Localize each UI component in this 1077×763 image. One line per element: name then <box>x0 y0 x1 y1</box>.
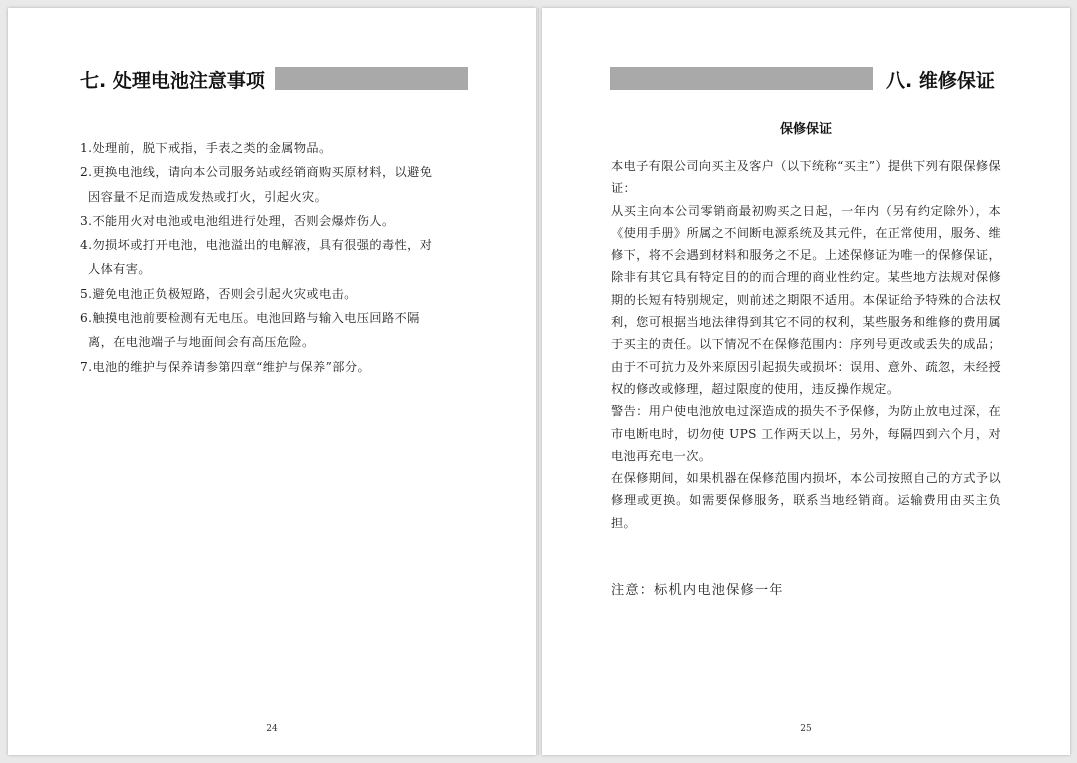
battery-warranty-note: 注意：标机内电池保修一年 <box>611 583 784 598</box>
heading-bar-left <box>275 67 468 90</box>
left-page <box>8 8 536 755</box>
list-item: 5.避免电池正负极短路，否则会引起火灾或电击。 <box>80 286 357 301</box>
section-7-heading: 七. 处理电池注意事项 <box>80 70 265 92</box>
list-item: 6.触摸电池前要检测有无电压。电池回路与输入电压回路不隔 离，在电池端子与地面间会有高压危险。 <box>80 311 420 350</box>
page-number-right: 25 <box>800 724 812 734</box>
page-gutter <box>538 8 539 755</box>
paragraph: 从买主向本公司零销商最初购买之日起，一年内（另有约定除外），本《使用手册》所属之不间断电源系统及其元件，在正常使用，服务、维修下，将不会遇到材料和服务之不足。上述保修证为唯一的保修保证，除非有其它具有特定目的的而合理的商业性约定。某些地方法规对保修期的长短有特别规定，则前述之期限不适用。本保证给予特殊的合法权利，您可根据当地法律得到其它不同的权利，某些服务和维修的费用属于买主的责任。以下情况不在保修范围内：序列号更改或丢失的成品；由于不可抗力及外来原因引起损失或损坏：误用、意外、疏忽，未经授权的修改或修理，超过限度的使用，违反操作规定。 <box>611 203 1001 396</box>
section-8-heading: 八. 维修保证 <box>886 70 995 92</box>
warranty-body <box>611 155 1001 534</box>
warranty-subheading: 保修保证 <box>779 122 832 137</box>
list-item: 4.勿损坏或打开电池，电池溢出的电解液，具有很强的毒性，对 人体有害。 <box>80 238 433 277</box>
paragraph: 在保修期间，如果机器在保修范围内损坏，本公司按照自己的方式予以修理或更换。如需要保修服务，联系当地经销商。运输费用由买主负担。 <box>611 471 1001 530</box>
paragraph: 警告：用户使电池放电过深造成的损失不予保修，为防止放电过深，在市电断电时，切勿使 UPS 工作两天以上，另外，每隔四到六个月，对电池再充电一次。 <box>611 404 1001 463</box>
heading-bar-right <box>610 67 873 90</box>
list-item: 7.电池的维护与保养请参第四章“维护与保养”部分。 <box>80 359 371 374</box>
battery-precautions-list <box>80 136 480 379</box>
list-item: 3.不能用火对电池或电池组进行处理，否则会爆炸伤人。 <box>80 213 395 228</box>
list-item: 2.更换电池线，请向本公司服务站或经销商购买原材料，以避免 因容量不足而造成发热或打火，引起火灾。 <box>80 165 433 204</box>
paragraph: 本电子有限公司向买主及客户（以下统称“买主”）提供下列有限保修保证： <box>611 159 1001 196</box>
right-page <box>542 8 1070 755</box>
list-item: 1.处理前，脱下戒指，手表之类的金属物品。 <box>80 141 332 155</box>
page-number-left: 24 <box>266 724 278 734</box>
